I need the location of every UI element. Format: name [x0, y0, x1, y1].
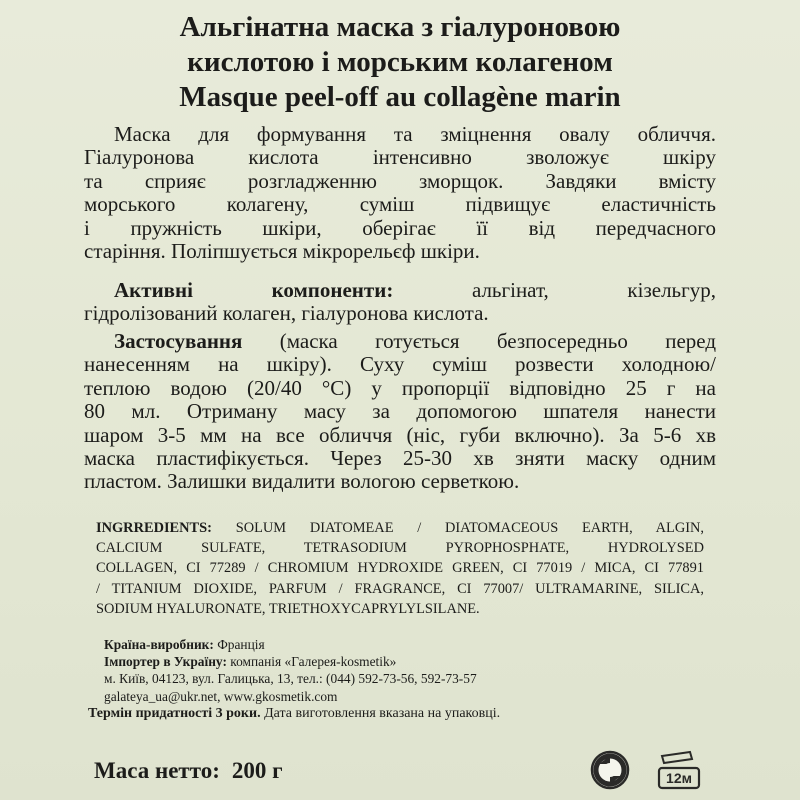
net-mass	[94, 758, 283, 784]
title-line-3: Masque peel-off au collagène marin	[179, 81, 621, 113]
country-value: Франція	[217, 637, 265, 652]
description-line: та сприяє розгладженню зморщок. Завдяки вмісту	[84, 169, 716, 193]
active-components-line	[84, 279, 716, 302]
contacts-row: galateya_ua@ukr.net, www.gkosmetik.com	[104, 688, 338, 704]
description-line: і пружність шкіри, оберігає її від передчасного	[84, 216, 716, 240]
description-line: старіння. Поліпшується мікрорельєф шкіри.	[84, 239, 480, 263]
usage-block	[84, 330, 716, 494]
usage-text: (маска готується безпосередньо перед	[279, 330, 716, 353]
ingredients-block	[96, 518, 704, 619]
ingredients-line	[96, 518, 704, 538]
description-line: Маска для формування та зміцнення овалу обличчя.	[114, 123, 716, 146]
importer-row	[104, 653, 477, 670]
active-components-block	[84, 279, 716, 326]
title-line-2: кислотою і морським колагеном	[187, 46, 613, 78]
open-jar-icon	[654, 750, 704, 792]
importer-value: компанія «Галерея-kosmetik»	[230, 654, 397, 670]
active-components-heading: Активні компоненти:	[114, 279, 394, 302]
pao-badge	[654, 750, 704, 792]
manufacturer-info	[104, 636, 477, 705]
shelf-life	[88, 705, 500, 723]
usage-line: 80 мл. Отриману масу за допомогою шпателя нанести	[84, 400, 716, 424]
usage-heading: Застосування	[114, 330, 243, 353]
pao-value: 12м	[666, 770, 692, 786]
net-mass-value: 200 г	[231, 758, 283, 783]
usage-line: пластом. Залишки видалити вологою серветкою.	[84, 470, 520, 494]
active-components-text: альгінат, кізельгур,	[471, 279, 716, 302]
ingredients-line: / TITANIUM DIOXIDE, PARFUM / FRAGRANCE, CI 77007/ ULTRAMARINE, SILICA,	[96, 580, 704, 597]
net-mass-label: Маса нетто:	[94, 758, 220, 783]
active-components-line: гідролізований колаген, гіалуронова кислота.	[84, 302, 489, 326]
description-line: морського колагену, суміш підвищує еластичність	[84, 193, 716, 217]
usage-line: шаром 3-5 мм на все обличчя (ніс, губи включно). За 5-6 хв	[84, 423, 716, 447]
country-label: Країна-виробник:	[104, 637, 214, 652]
usage-line: маска пластифікується. Через 25-30 хв зняти маску одним	[84, 446, 716, 470]
usage-line: теплою водою (20/40 °С) у пропорції відповідно 25 г на	[84, 376, 716, 400]
address-row: м. Київ, 04123, вул. Галицька, 13, тел.: (044) 592-73-56, 592-73-57	[104, 671, 477, 687]
shelf-life-label: Термін придатності 3 роки.	[88, 706, 261, 721]
ingredients-heading: INGRREDIENTS:	[96, 520, 212, 536]
description-line: Гіалуронова кислота інтенсивно зволожує шкіру	[84, 146, 716, 170]
ingredients-text: SOLUM DIATOMEAE / DIATOMACEOUS EARTH, ALGIN,	[235, 520, 704, 536]
ingredients-line: COLLAGEN, CI 77289 / CHROMIUM HYDROXIDE GREEN, CI 77019 / MICA, CI 77891	[96, 560, 704, 577]
title-line-1: Альгінатна маска з гіалуроновою	[179, 11, 621, 43]
green-dot-icon	[590, 750, 630, 790]
ingredients-line: CALCIUM SULFATE, TETRASODIUM PYROPHOSPHATE, HYDROLYSED	[96, 540, 704, 557]
usage-line	[84, 330, 716, 353]
description-block	[84, 123, 716, 263]
shelf-life-note: Дата виготовлення вказана на упаковці.	[264, 706, 501, 721]
ingredients-line: SODIUM HYALURONATE, TRIETHOXYCAPRYLYLSILANE.	[96, 600, 480, 617]
country-row	[104, 636, 477, 653]
importer-label: Імпортер в Україну:	[104, 654, 227, 670]
usage-line: нанесенням на шкіру). Суху суміш розвести холодною/	[84, 353, 716, 377]
